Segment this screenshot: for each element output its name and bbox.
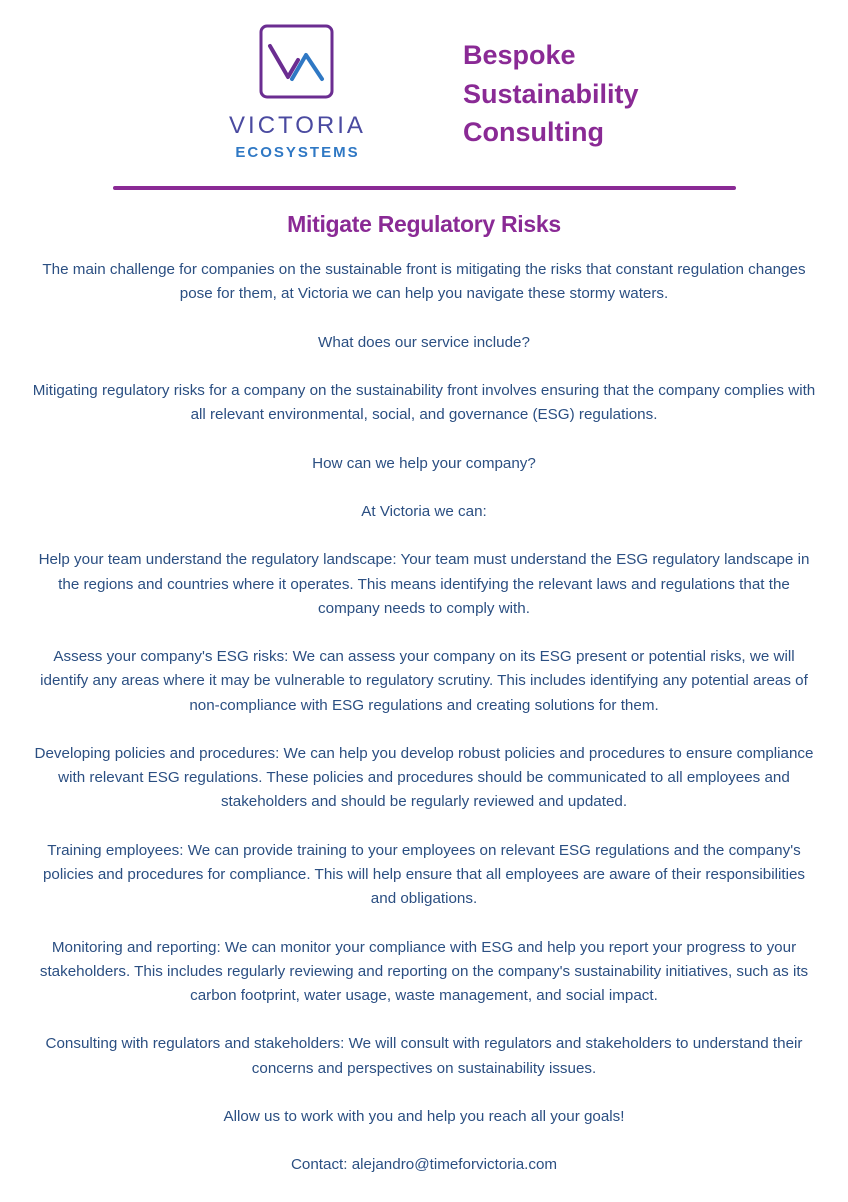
victoria-ecosystems-logo [200,22,395,162]
help-question: How can we help your company? [312,454,536,472]
header-divider [113,186,736,190]
landscape-paragraph: Help your team understand the regulatory landscape: Your team must understand the ESG regulatory landscape in the regions and countries where it operates. This means identifying the relevant laws and regulations that the company needs to comply with. [38,551,810,617]
document-body [30,258,818,1202]
policies-paragraph: Developing policies and procedures: We can help you develop robust policies and procedures to ensure compliance with relevant ESG regulations. These policies and procedures should be communicated to all employees and stakeholders and should be regularly reviewed and updated. [34,744,814,811]
consulting-paragraph: Consulting with regulators and stakeholders: We will consult with regulators and stakeholders to understand their concerns and perspectives on sustainability issues. [45,1035,803,1077]
service-question: What does our service include? [318,333,530,351]
closing-paragraph: Allow us to work with you and help you reach all your goals! [223,1107,625,1125]
risk-assessment-paragraph: Assess your company's ESG risks: We can assess your company on its ESG present or potential risks, we will identify any areas where it may be vulnerable to regulatory scrutiny. This includes identifying any potential areas of non-compliance with ESG regulations and creating solutions for them. [40,648,808,714]
service-paragraph: Mitigating regulatory risks for a company on the sustainability front involves ensuring that the company complies with all relevant environmental, social, and governance (ESG) regulations. [32,381,816,424]
tagline [463,36,639,152]
help-intro: At Victoria we can: [361,502,487,520]
tagline-line: Bespoke [463,40,576,70]
tagline-line: Sustainability [463,78,639,109]
page-title: Mitigate Regulatory Risks [287,211,561,237]
monitoring-paragraph: Monitoring and reporting: We can monitor your compliance with ESG and help you report your progress to your stakeholders. This includes regularly reviewing and reporting on the company's sustainability initiatives, such as its carbon footprint, water usage, waste management, and social impact. [39,938,809,1004]
intro-paragraph: The main challenge for companies on the sustainable front is mitigating the risks that constant regulation changes pose for them, at Victoria we can help you navigate these stormy waters. [42,261,806,303]
logo-subname: ECOSYSTEMS [235,144,360,161]
contact-line: Contact: alejandro@timeforvictoria.com [290,1156,558,1174]
logo-name: VICTORIA [229,112,366,139]
tagline-line: Consulting [463,117,604,147]
training-paragraph: Training employees: We can provide training to your employees on relevant ESG regulations and the company's policies and procedures for compliance. This will help ensure that all employees are aware of their responsibilities and obligations. [42,841,805,908]
